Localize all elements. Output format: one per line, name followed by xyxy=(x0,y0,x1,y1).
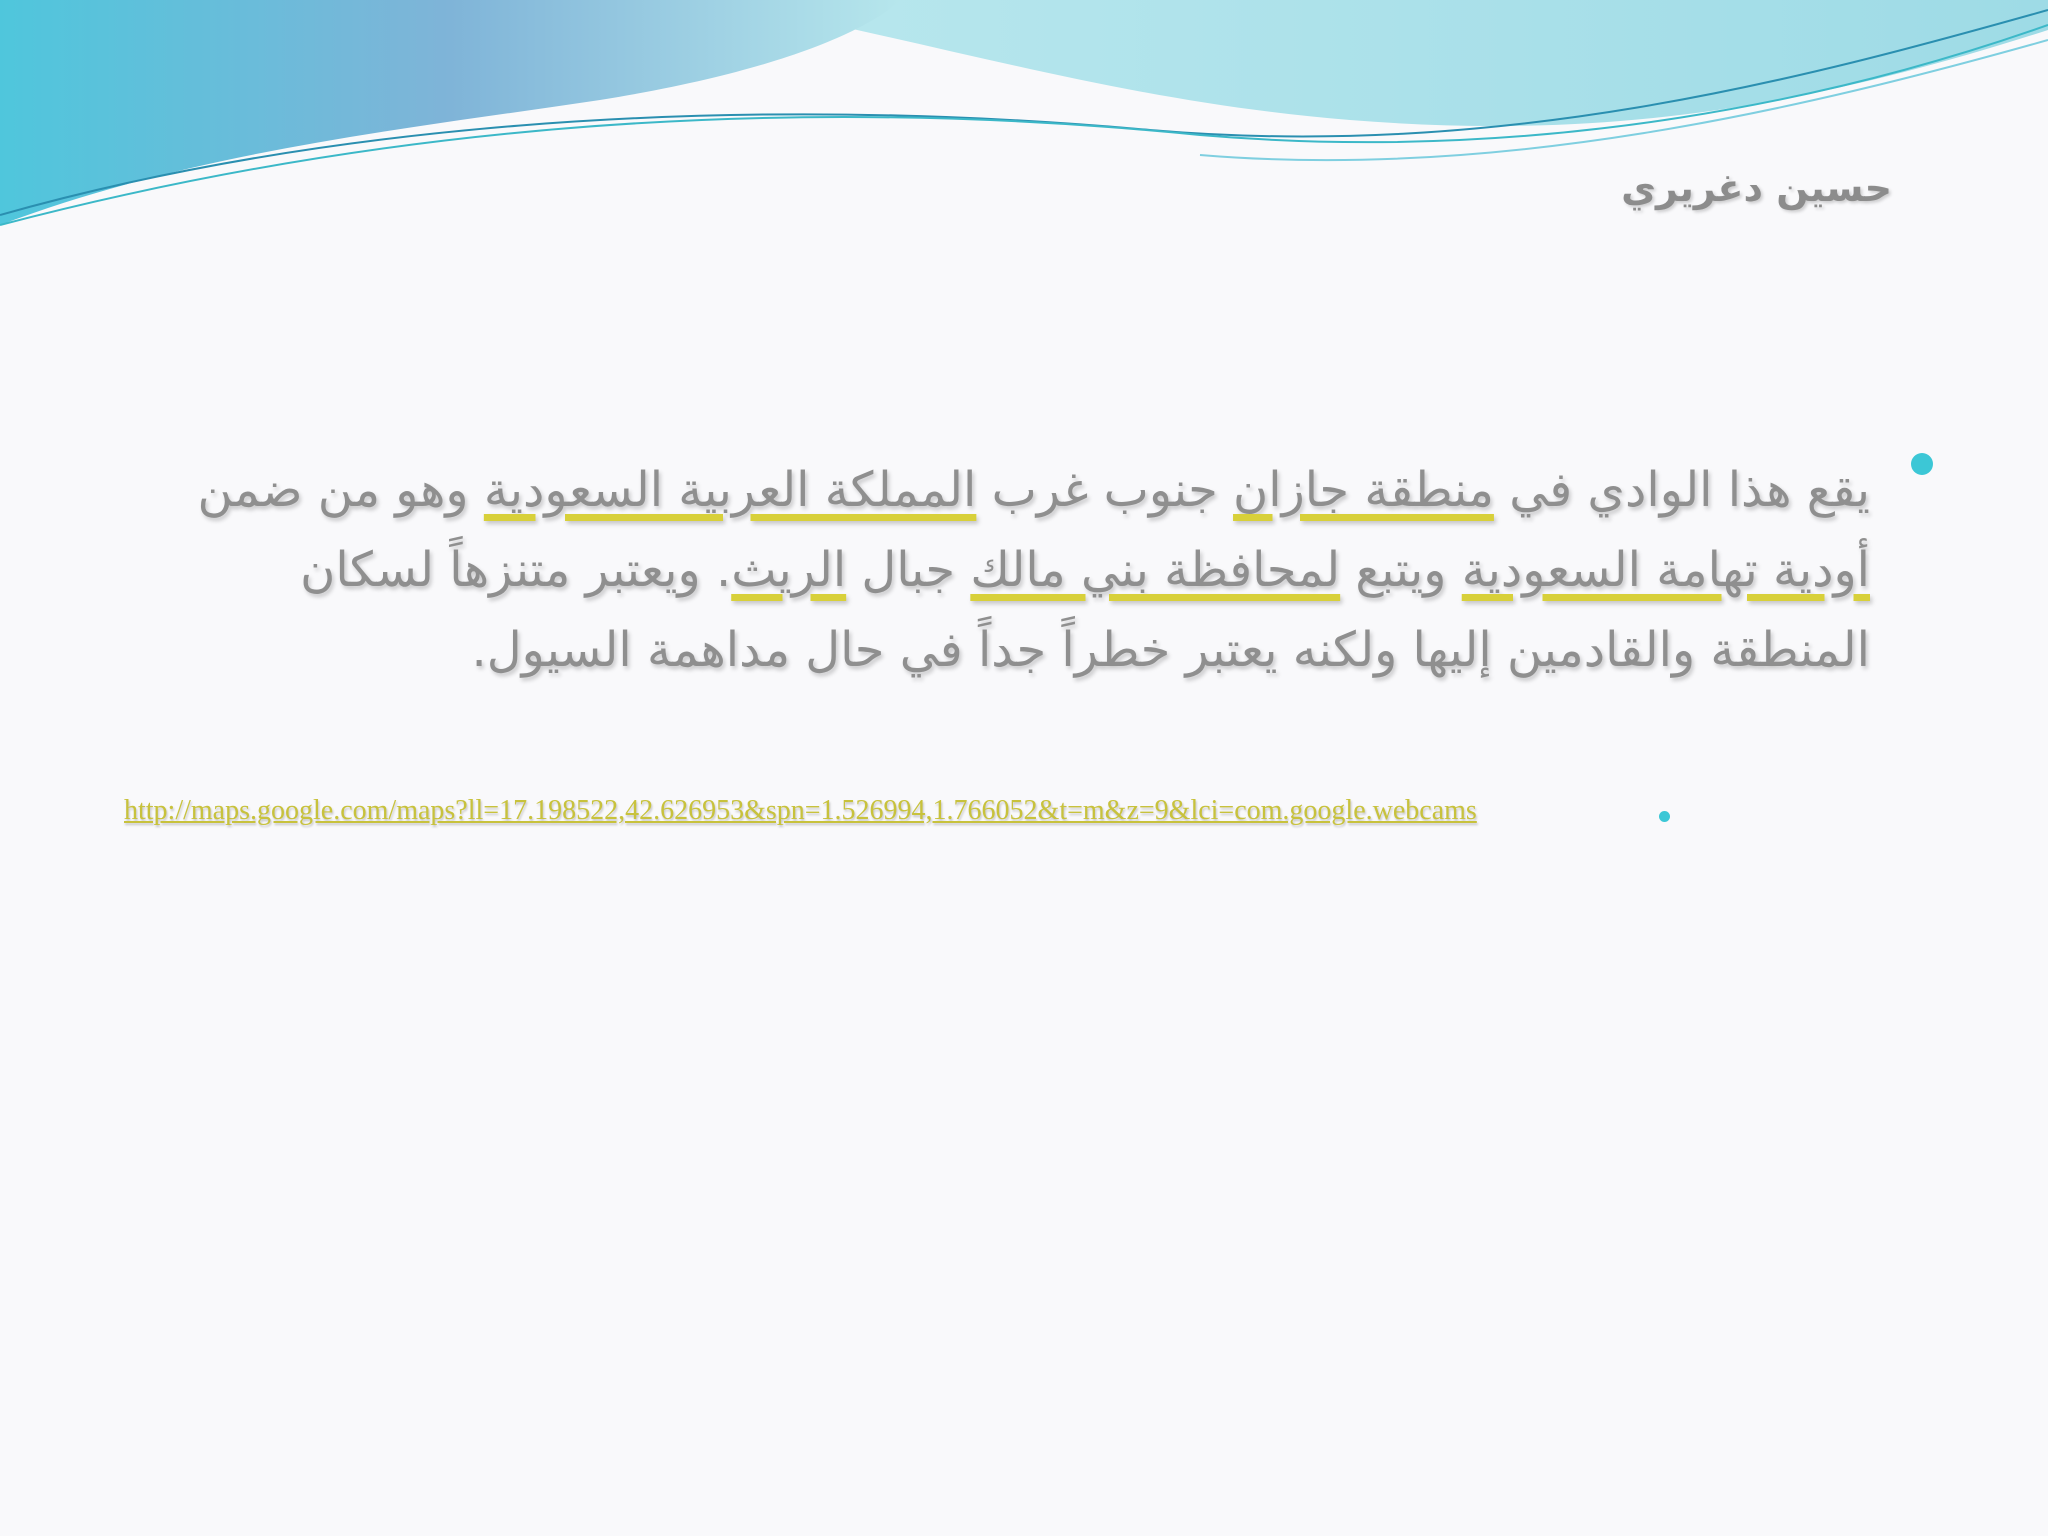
paragraph-text: ويتبع xyxy=(1340,542,1462,598)
link-bani-malik[interactable]: لمحافظة بني مالك xyxy=(970,542,1341,598)
paragraph-text: وهو من ضمن xyxy=(197,462,484,518)
link-saudi-arabia[interactable]: المملكة العربية السعودية xyxy=(483,462,977,518)
link-tihama-valleys[interactable]: أودية تهامة السعودية xyxy=(1461,542,1870,598)
author-name: حسين دغريري xyxy=(1621,166,1892,210)
paragraph-text: يقع هذا الوادي في xyxy=(1493,462,1870,518)
paragraph-text: جنوب غرب xyxy=(976,462,1234,518)
link-jazan-region[interactable]: منطقة جازان xyxy=(1233,462,1494,518)
paragraph-text: جبال xyxy=(846,542,971,598)
paragraph-text: . ويعتبر متنزهاً لسكان المنطقة والقادمين إليها ولكنه يعتبر خطراً جداً في حال مداهمة السيول. xyxy=(300,542,1870,678)
link-list-item xyxy=(124,795,1684,835)
main-paragraph xyxy=(150,450,1870,690)
google-maps-link[interactable]: http://maps.google.com/maps?ll=17.198522,42.626953&spn=1.526994,1.766052&t=m&z=9&lci=com.google.webcams xyxy=(124,795,1477,826)
bullet-dot xyxy=(1911,453,1933,475)
bullet-dot xyxy=(1659,811,1670,822)
link-alrayth[interactable]: الريث xyxy=(731,542,847,598)
